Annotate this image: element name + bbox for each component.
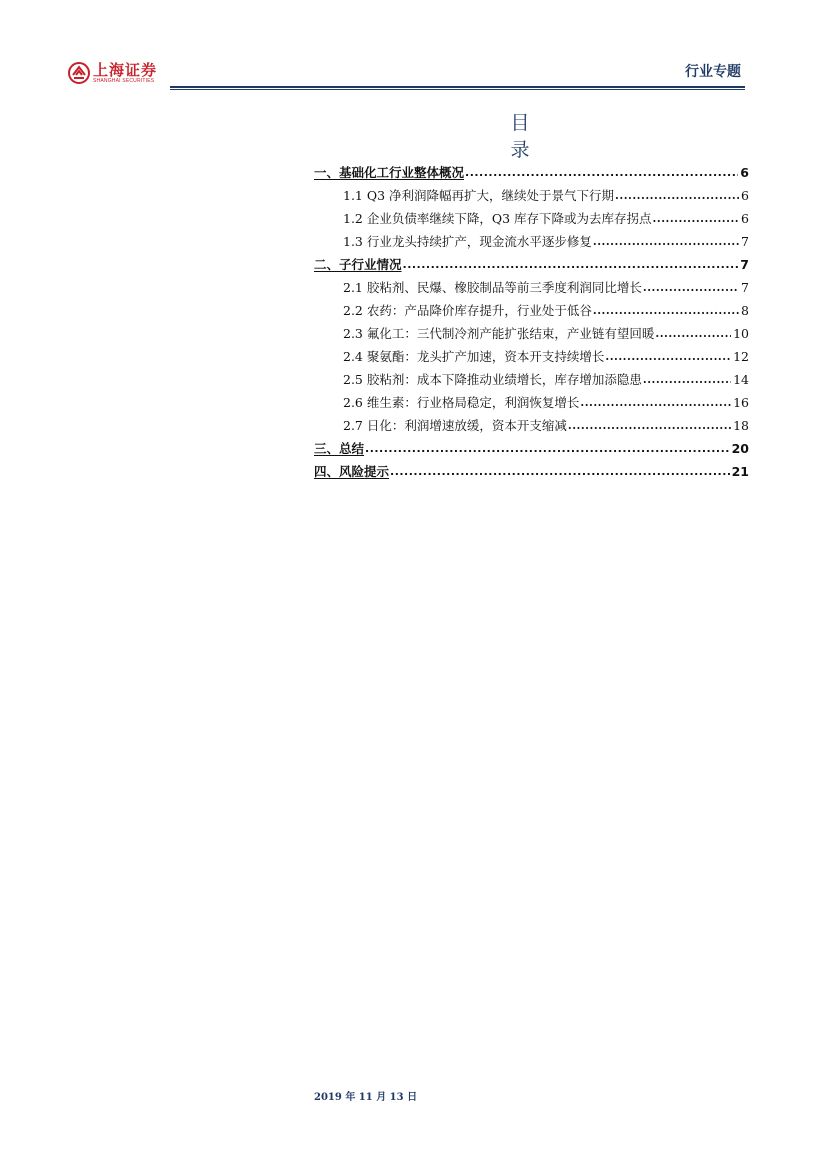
toc-entry-page-number: 6 (741, 188, 749, 203)
toc-entry-page-number: 8 (741, 303, 749, 318)
toc-section-entry[interactable] (314, 255, 749, 278)
toc-dot-leader (568, 418, 731, 430)
toc-entry-page-number: 6 (741, 211, 749, 226)
toc-entry-label: 1.2 企业负债率继续下降，Q3 库存下降或为去库存拐点 (343, 211, 652, 226)
toc-dot-leader (615, 188, 739, 200)
toc-dot-leader (593, 303, 739, 315)
toc-dot-leader (643, 280, 739, 292)
toc-subsection-entry[interactable] (314, 301, 749, 324)
toc-dot-leader (465, 165, 738, 177)
toc-entry-label: 2.4 聚氨酯：龙头扩产加速，资本开支持续增长 (343, 349, 605, 364)
toc-entry-label: 1.1 Q3 净利润降幅再扩大，继续处于景气下行期 (343, 188, 615, 203)
toc-entry-page-number: 10 (733, 326, 749, 341)
toc-subsection-entry[interactable] (314, 209, 749, 232)
toc-subsection-entry[interactable] (314, 324, 749, 347)
toc-dot-leader (593, 234, 739, 246)
toc-entry-page-number: 7 (741, 280, 749, 295)
toc-entry-label: 2.7 日化：利润增速放缓，资本开支缩减 (343, 418, 567, 433)
toc-dot-leader (605, 349, 731, 361)
toc-dot-leader (643, 372, 731, 384)
toc-section-entry[interactable] (314, 462, 749, 485)
toc-entry-page-number: 16 (733, 395, 749, 410)
toc-subsection-entry[interactable] (314, 278, 749, 301)
header-divider (170, 86, 745, 88)
toc-dot-leader (403, 257, 739, 269)
toc-entry-page-number: 6 (740, 165, 749, 180)
toc-entry-page-number: 21 (731, 464, 749, 479)
report-date: 2019 年 11 月 13 日 (314, 1092, 418, 1103)
toc-entry-label: 2.6 维生素：行业格局稳定，利润恢复增长 (343, 395, 580, 410)
toc-subsection-entry[interactable] (314, 416, 749, 439)
toc-entry-page-number: 18 (733, 418, 749, 433)
toc-subsection-entry[interactable] (314, 370, 749, 393)
toc-subsection-entry[interactable] (314, 393, 749, 416)
toc-entry-label: 1.3 行业龙头持续扩产，现金流水平逐步修复 (343, 234, 592, 249)
header-divider-thin (170, 89, 745, 90)
toc-entry-page-number: 7 (741, 234, 749, 249)
toc-dot-leader (365, 441, 730, 453)
toc-section-entry[interactable] (314, 439, 749, 462)
toc-entry-label: 三、总结 (314, 441, 365, 456)
toc-entry-label: 2.5 胶粘剂：成本下降推动业绩增长，库存增加添隐患 (343, 372, 642, 387)
toc-entry-label: 2.1 胶粘剂、民爆、橡胶制品等前三季度利润同比增长 (343, 280, 642, 295)
toc-subsection-entry[interactable] (314, 347, 749, 370)
toc-entry-label: 四、风险提示 (314, 464, 390, 479)
company-logo (68, 62, 157, 84)
toc-entry-page-number: 12 (733, 349, 749, 364)
toc-dot-leader (580, 395, 731, 407)
toc-subsection-entry[interactable] (314, 186, 749, 209)
toc-entry-page-number: 14 (733, 372, 749, 387)
logo-english-text: SHANGHAI SECURITIES (93, 78, 155, 84)
toc-entry-label: 2.3 氟化工：三代制冷剂产能扩张结束，产业链有望回暖 (343, 326, 655, 341)
toc-dot-leader (653, 211, 740, 223)
page-header (0, 0, 827, 100)
toc-entry-page-number: 20 (731, 441, 749, 456)
logo-emblem-icon (68, 62, 90, 84)
toc-entry-label: 2.2 农药：产品降价库存提升，行业处于低谷 (343, 303, 592, 318)
toc-dot-leader (390, 464, 730, 476)
report-type-label: 行业专题 (685, 64, 741, 80)
toc-entry-label: 一、基础化工行业整体概况 (314, 165, 465, 180)
toc-title: 目 录 (510, 112, 544, 161)
toc-entry-label: 二、子行业情况 (314, 257, 402, 272)
toc-subsection-entry[interactable] (314, 232, 749, 255)
toc-section-entry[interactable] (314, 163, 749, 186)
toc-dot-leader (655, 326, 731, 338)
table-of-contents (314, 163, 749, 485)
toc-entry-page-number: 7 (740, 257, 749, 272)
logo-chinese-text: 上海证券 (93, 61, 158, 79)
